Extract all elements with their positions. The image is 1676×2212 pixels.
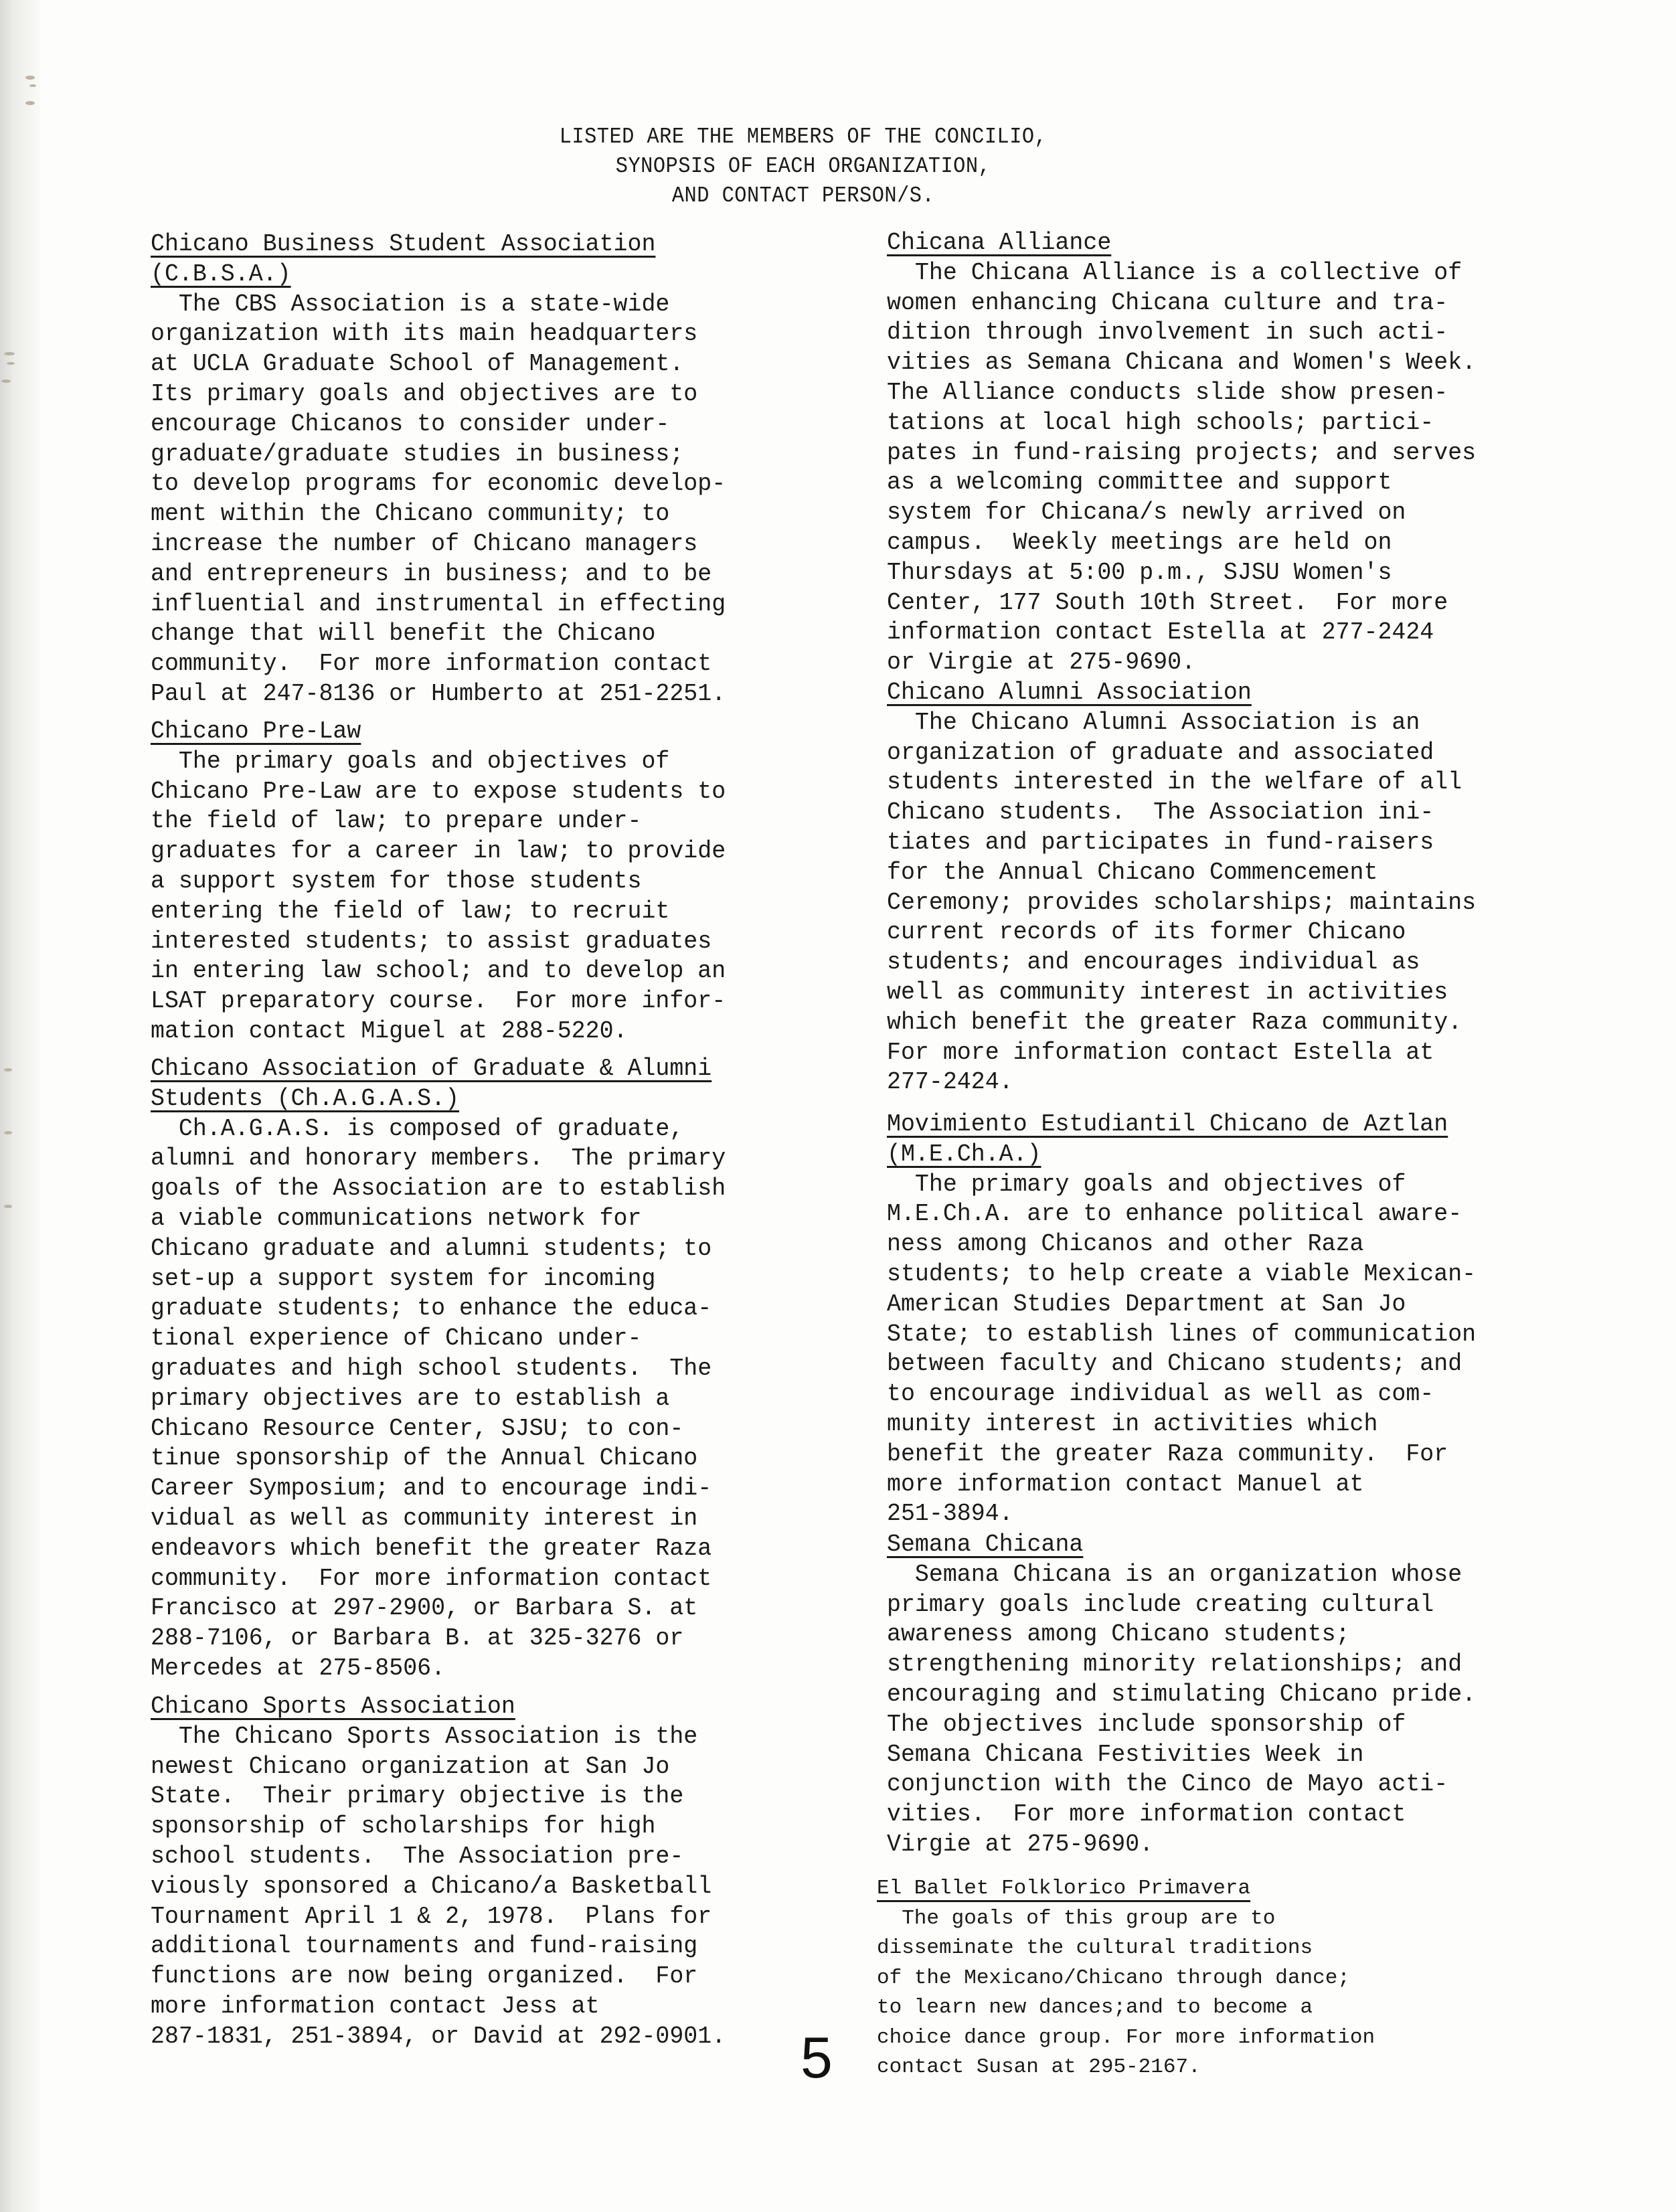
section-body-line: additional tournaments and fund-raising — [151, 1932, 698, 1960]
section-body-line: Tournament April 1 & 2, 1978. Plans for — [151, 1902, 712, 1930]
section-body-line: community. For more information contact — [151, 650, 712, 678]
org-section-alumni — [887, 678, 1476, 1098]
section-body-line: Semana Chicana Festivities Week in — [887, 1740, 1364, 1768]
section-body-line: tinue sponsorship of the Annual Chicano — [151, 1444, 698, 1472]
section-body-line: State. Their primary objective is the — [151, 1782, 684, 1810]
section-body-line: graduates and high school students. The — [151, 1354, 712, 1382]
section-body-line: State; to establish lines of communication — [887, 1320, 1477, 1348]
section-body-line: The goals of this group are to — [877, 1906, 1276, 1930]
section-body-line: campus. Weekly meetings are held on — [887, 528, 1392, 556]
section-body-line: 277-2424. — [887, 1068, 1013, 1096]
section-body-line: ness among Chicanos and other Raza — [887, 1230, 1364, 1258]
section-body-line: The Chicana Alliance is a collective of — [887, 258, 1462, 286]
section-body-line: community. For more information contact — [151, 1564, 712, 1592]
section-body-line: women enhancing Chicana culture and tra- — [887, 288, 1448, 317]
org-section-chagas — [151, 1054, 726, 1684]
org-section-semana-chicana — [887, 1530, 1476, 1860]
section-body-line: entering the field of law; to recruit — [151, 897, 670, 925]
scan-edge-shadow — [0, 0, 40, 2212]
scan-speck — [25, 101, 35, 105]
section-heading-line — [887, 1530, 1476, 1560]
section-body-line: Chicano Resource Center, SJSU; to con- — [151, 1414, 684, 1442]
section-body-line: contact Susan at 295-2167. — [877, 2055, 1201, 2079]
section-heading: Chicano Association of Graduate & Alumni — [151, 1055, 712, 1082]
section-body-line: strengthening minority relationships; and — [887, 1650, 1462, 1679]
section-body-line: tiates and participates in fund-raisers — [887, 828, 1434, 856]
org-section-ballet-folklorico — [877, 1874, 1375, 2083]
section-heading: El Ballet Folklorico Primavera — [877, 1877, 1251, 1900]
section-body-line: Semana Chicana is an organization whose — [887, 1560, 1462, 1588]
section-body-line: Virgie at 275-9690. — [887, 1830, 1154, 1858]
org-section-mecha — [887, 1110, 1476, 1529]
section-body-line: system for Chicana/s newly arrived on — [887, 499, 1406, 527]
section-body-line: students interested in the welfare of all — [887, 768, 1462, 796]
scan-speck — [25, 76, 35, 80]
section-heading-line — [151, 717, 726, 747]
section-body-line: tations at local high schools; partici- — [887, 408, 1434, 436]
section-body-line: organization with its main headquarters — [151, 320, 698, 348]
section-body-line: well as community interest in activities — [887, 978, 1448, 1006]
section-body-line: benefit the greater Raza community. For — [887, 1440, 1448, 1468]
section-body-line: current records of its former Chicano — [887, 918, 1406, 946]
section-heading-line — [887, 228, 1476, 258]
scan-speck — [7, 362, 15, 365]
section-body-line: and entrepreneurs in business; and to be — [151, 560, 712, 588]
section-body-line: conjunction with the Cinco de Mayo acti- — [887, 1770, 1448, 1798]
section-body-line: vities. For more information contact — [887, 1800, 1406, 1828]
section-body-line: students; to help create a viable Mexican- — [887, 1260, 1477, 1288]
section-body-line: school students. The Association pre- — [151, 1842, 684, 1870]
scan-speck — [4, 1068, 12, 1072]
section-body-line: the field of law; to prepare under- — [151, 807, 642, 835]
section-body-line: Chicano graduate and alumni students; to — [151, 1234, 712, 1262]
section-body-line: a viable communications network for — [151, 1204, 642, 1232]
section-body-line: 287-1831, 251-3894, or David at 292-0901. — [151, 2022, 726, 2050]
section-body-line: Its primary goals and objectives are to — [151, 379, 698, 408]
section-heading-line — [887, 1110, 1476, 1140]
section-body-line: for the Annual Chicano Commencement — [887, 858, 1378, 886]
section-body-line: disseminate the cultural traditions — [877, 1936, 1313, 1960]
section-body-line: newest Chicano organization at San Jo — [151, 1752, 670, 1780]
section-body-line: choice dance group. For more information — [877, 2025, 1375, 2049]
section-body-line: vidual as well as community interest in — [151, 1504, 698, 1532]
section-body-line: Ch.A.G.A.S. is composed of graduate, — [151, 1114, 684, 1142]
section-body-line: of the Mexicano/Chicano through dance; — [877, 1966, 1350, 1990]
section-heading: Chicano Pre-Law — [151, 717, 361, 745]
section-body-line: students; and encourages individual as — [887, 948, 1420, 976]
section-heading-line — [151, 260, 726, 290]
section-body-line: or Virgie at 275-9690. — [887, 649, 1196, 677]
section-body-line: LSAT preparatory course. For more infor- — [151, 987, 726, 1015]
section-body-line: increase the number of Chicano managers — [151, 529, 698, 558]
title-line: SYNOPSIS OF EACH ORGANIZATION, — [615, 154, 991, 179]
section-heading: (M.E.Ch.A.) — [887, 1140, 1041, 1168]
section-body-line: between faculty and Chicano students; and — [887, 1350, 1462, 1378]
section-body-line: graduates for a career in law; to provide — [151, 837, 726, 865]
section-body-line: encouraging and stimulating Chicano pride. — [887, 1680, 1477, 1708]
section-body-line: 288-7106, or Barbara B. at 325-3276 or — [151, 1624, 684, 1652]
section-body-line: primary objectives are to establish a — [151, 1384, 670, 1412]
section-body-line: graduate students; to enhance the educa- — [151, 1294, 712, 1323]
section-body-line: more information contact Manuel at — [887, 1470, 1364, 1498]
section-body-line: endeavors which benefit the greater Raza — [151, 1534, 712, 1562]
org-section-cbsa — [151, 230, 726, 709]
section-heading-line — [151, 1084, 726, 1114]
section-body-line: M.E.Ch.A. are to enhance political aware- — [887, 1200, 1462, 1228]
section-heading-line — [887, 678, 1476, 708]
org-section-prelaw — [151, 717, 726, 1047]
section-body-line: set-up a support system for incoming — [151, 1264, 656, 1292]
section-heading: Movimiento Estudiantil Chicano de Aztlan — [887, 1110, 1448, 1138]
page-title — [495, 122, 1111, 211]
section-body-line: Ceremony; provides scholarships; maintains — [887, 888, 1477, 916]
section-heading-line — [877, 1874, 1375, 1904]
section-body-line: organization of graduate and associated — [887, 738, 1434, 766]
section-body-line: a support system for those students — [151, 867, 642, 895]
section-body-line: vities as Semana Chicana and Women's Week. — [887, 349, 1477, 377]
section-body-line: The Alliance conducts slide show presen- — [887, 378, 1448, 406]
section-body-line: For more information contact Estella at — [887, 1038, 1434, 1066]
section-body-line: Center, 177 South 10th Street. For more — [887, 588, 1448, 616]
section-body-line: American Studies Department at San Jo — [887, 1290, 1406, 1318]
org-section-sports — [151, 1692, 726, 2052]
scan-speck — [29, 84, 36, 87]
scan-speck — [4, 1131, 12, 1134]
section-body-line: The Chicano Alumni Association is an — [887, 708, 1420, 736]
section-body-line: The objectives include sponsorship of — [887, 1710, 1406, 1738]
section-body-line: viously sponsored a Chicano/a Basketball — [151, 1872, 712, 1900]
section-body-line: at UCLA Graduate School of Management. — [151, 350, 684, 378]
section-body-line: change that will benefit the Chicano — [151, 620, 656, 648]
section-body-line: Paul at 247-8136 or Humberto at 251-2251. — [151, 679, 726, 707]
section-body-line: Chicano Pre-Law are to expose students to — [151, 777, 726, 805]
section-body-line: dition through involvement in such acti- — [887, 319, 1448, 347]
section-body-line: primary goals include creating cultural — [887, 1590, 1434, 1618]
section-body-line: pates in fund-raising projects; and serves — [887, 438, 1477, 466]
section-body-line: in entering law school; and to develop an — [151, 957, 726, 985]
section-body-line: encourage Chicanos to consider under- — [151, 410, 670, 438]
section-heading: Chicano Business Student Association — [151, 230, 656, 258]
section-body-line: mation contact Miguel at 288-5220. — [151, 1017, 628, 1045]
section-heading-line — [151, 1692, 726, 1722]
section-heading-line — [887, 1140, 1476, 1170]
section-body-line: sponsorship of scholarships for high — [151, 1812, 656, 1841]
section-body-line: The primary goals and objectives of — [151, 747, 670, 775]
section-body-line: Francisco at 297-2900, or Barbara S. at — [151, 1594, 698, 1622]
section-body-line: Mercedes at 275-8506. — [151, 1654, 446, 1682]
section-heading-line — [151, 1054, 726, 1084]
section-body-line: The CBS Association is a state-wide — [151, 290, 670, 318]
section-heading: (C.B.S.A.) — [151, 260, 291, 288]
section-body-line: influential and instrumental in effecting — [151, 590, 726, 618]
section-body-line: more information contact Jess at — [151, 1992, 600, 2020]
section-heading: Students (Ch.A.G.A.S.) — [151, 1084, 460, 1112]
section-body-line: The Chicano Sports Association is the — [151, 1722, 698, 1750]
section-body-line: Career Symposium; and to encourage indi- — [151, 1474, 712, 1503]
section-body-line: goals of the Association are to establish — [151, 1175, 726, 1203]
section-body-line: munity interest in activities which — [887, 1410, 1378, 1438]
section-body-line: Thursdays at 5:00 p.m., SJSU Women's — [887, 558, 1392, 586]
section-body-line: which benefit the greater Raza community. — [887, 1008, 1462, 1036]
scan-speck — [4, 1205, 12, 1208]
section-heading: Semana Chicana — [887, 1531, 1084, 1558]
title-line: AND CONTACT PERSON/S. — [671, 183, 935, 208]
section-heading: Chicana Alliance — [887, 229, 1112, 256]
section-body-line: The primary goals and objectives of — [887, 1170, 1406, 1198]
section-body-line: Chicano students. The Association ini- — [887, 798, 1434, 827]
section-heading: Chicano Sports Association — [151, 1693, 515, 1720]
section-body-line: graduate/graduate studies in business; — [151, 440, 684, 468]
section-body-line: tional experience of Chicano under- — [151, 1325, 642, 1353]
section-body-line: ment within the Chicano community; to — [151, 500, 670, 528]
section-body-line: to learn new dances;and to become a — [877, 1996, 1313, 2019]
section-heading-line — [151, 230, 726, 260]
section-body-line: functions are now being organized. For — [151, 1962, 698, 1990]
title-line: LISTED ARE THE MEMBERS OF THE CONCILIO, — [559, 124, 1048, 149]
org-section-chicana-alliance — [887, 228, 1476, 678]
section-body-line: alumni and honorary members. The primary — [151, 1144, 726, 1173]
section-body-line: interested students; to assist graduates — [151, 927, 712, 955]
section-body-line: 251-3894. — [887, 1500, 1013, 1528]
page-number: 5 — [801, 2026, 833, 2090]
section-heading: Chicano Alumni Association — [887, 679, 1252, 706]
section-body-line: as a welcoming committee and support — [887, 469, 1392, 497]
section-body-line: to develop programs for economic develop- — [151, 470, 726, 498]
scan-speck — [1, 379, 11, 383]
section-body-line: to encourage individual as well as com- — [887, 1380, 1434, 1408]
section-body-line: awareness among Chicano students; — [887, 1620, 1350, 1648]
scan-speck — [4, 352, 15, 355]
section-body-line: information contact Estella at 277-2424 — [887, 618, 1434, 647]
